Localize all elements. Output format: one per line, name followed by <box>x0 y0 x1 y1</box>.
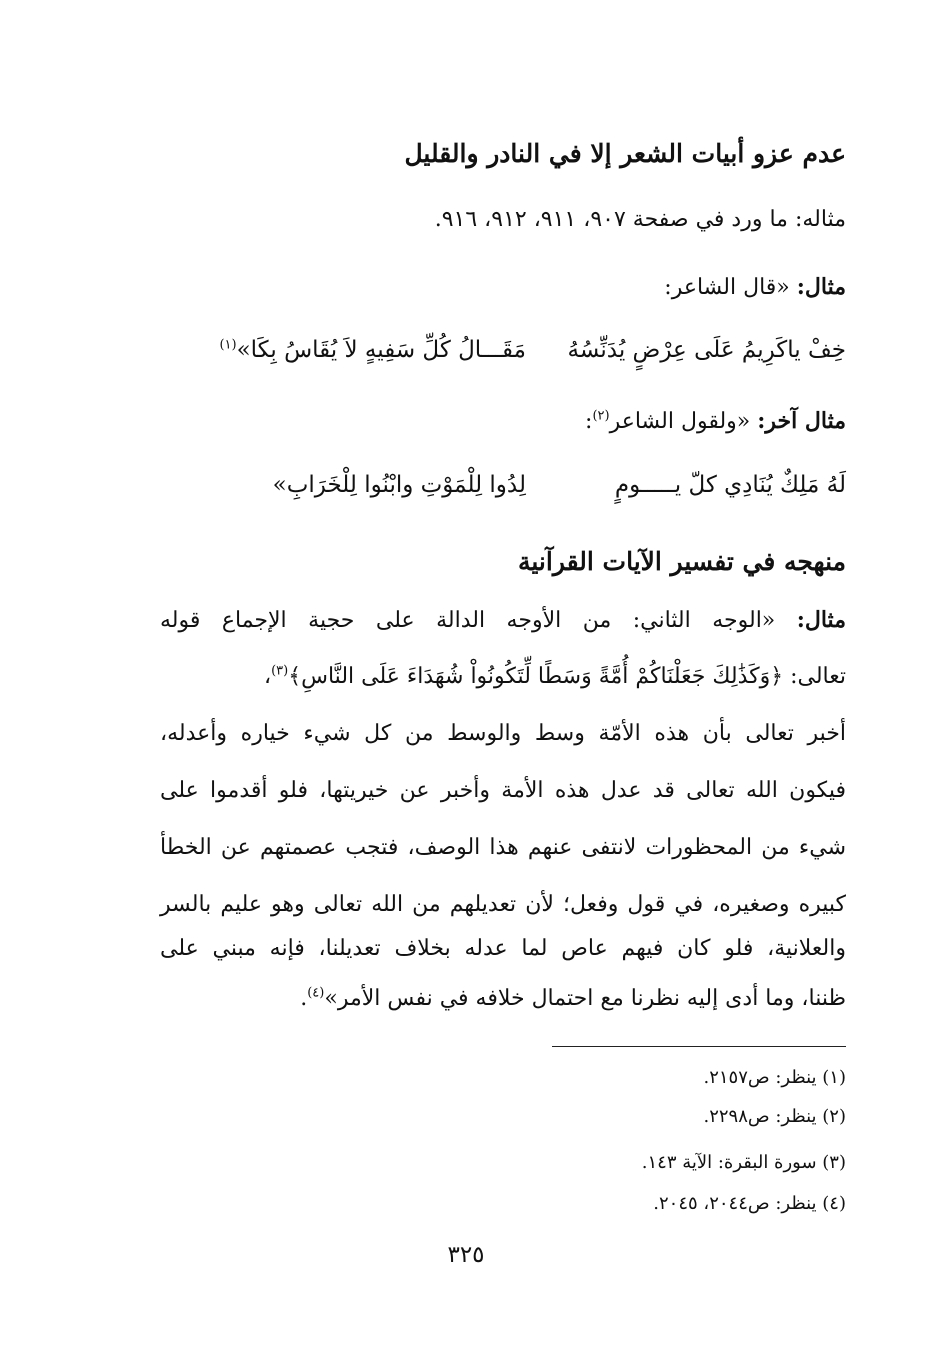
example-text: «قال الشاعر: <box>664 275 790 300</box>
paragraph-line-7: والعلانية، فلو كان فيهم عاص لما عدله بخلاف تعديلنا، فإنه مبني على <box>160 936 846 961</box>
paragraph-line-6: كبيره وصغيره، في قول وفعل؛ لأن تعديلهم من الله تعالى وهو عليم بالسر <box>160 892 846 917</box>
example-label: مثال آخر: <box>757 408 846 434</box>
footnote-ref: (١) <box>219 337 237 353</box>
footnote-ref: (٤) <box>307 985 325 1001</box>
paragraph-line-5: شيء من المحظورات لانتفى عنهم هذا الوصف، فتجب عصمتهم عن الخطأ <box>160 835 846 860</box>
paragraph-line-8 <box>160 982 846 1016</box>
footnote-1: (١) ينظر: ص٢١٥٧. <box>703 1067 846 1088</box>
verse-1-first-hemistich: خِفْ ياكَرِيمُ عَلَى عِرْضٍ يُدَنِّسُهُ <box>567 337 846 363</box>
verse-2-second-hemistich: لِدُوا لِلْمَوْتِ وابْنُوا لِلْخَرَابِ» <box>272 472 526 498</box>
footnote-ref: (٢) <box>592 408 610 424</box>
verse-1 <box>160 330 846 370</box>
footnote-divider <box>552 1046 846 1047</box>
paragraph-line-tail: ، <box>263 664 272 689</box>
verse-1-second-text: مَقَـــالُ كُلِّ سَفِيهٍ لاَ يُقَاسُ بِكَا» <box>236 337 526 363</box>
example-1 <box>160 270 846 305</box>
paragraph-line-text: تعالى: ﴿وَكَذَٰلِكَ جَعَلْنَاكُمْ أُمَّةً وَسَطًا لِّتَكُونُواْ شُهَدَاءَ عَلَى النَّاسِ﴾ <box>288 664 846 689</box>
verse-2 <box>160 465 846 505</box>
paragraph-line-text: «الوجه الثاني: من الأوجه الدالة على حجية الإجماع قوله <box>160 608 776 633</box>
footnote-4: (٤) ينظر: ص٢٠٤٤، ٢٠٤٥. <box>653 1193 846 1214</box>
paragraph-line-3: أخبر تعالى بأن هذه الأمّة وسط والوسط من كل شيء خياره وأعدله، <box>160 721 847 746</box>
paragraph-line-1 <box>160 603 846 638</box>
poetry-example-pages: مثاله: ما ورد في صفحة ٩٠٧، ٩١١، ٩١٢، ٩١٦. <box>434 207 846 232</box>
footnote-3: (٣) سورة البقرة: الآية ١٤٣. <box>641 1152 846 1173</box>
paragraph-line-2 <box>160 660 846 694</box>
footnote-ref: (٣) <box>271 663 289 679</box>
example-text: «ولقول الشاعر <box>609 409 751 434</box>
footnote-2: (٢) ينظر: ص٢٢٩٨. <box>703 1106 846 1127</box>
example-label: مثال: <box>796 274 846 300</box>
section-heading-poetry: عدم عزو أبيات الشعر إلا في النادر والقليل <box>404 139 846 168</box>
page-number: ٣٢٥ <box>447 1242 485 1268</box>
section-heading-tafsir: منهجه في تفسير الآيات القرآنية <box>517 547 846 576</box>
paragraph-line-4: فيكون الله تعالى قد عدل هذه الأمة وأخبر عن خيريتها، فلو أقدموا على <box>160 778 846 803</box>
paragraph-line-tail: . <box>300 986 308 1011</box>
example-text-end: : <box>585 409 593 434</box>
verse-1-second-hemistich <box>219 330 526 370</box>
example-2 <box>160 404 846 439</box>
paragraph-line-text: ظننا، وما أدى إليه نظرنا مع احتمال خلافه في نفس الأمر» <box>324 986 846 1011</box>
verse-2-first-hemistich: لَهُ مَلِكٌ يُنَادِي كلّ يـــــومٍ <box>614 472 846 498</box>
example-label: مثال: <box>796 607 846 633</box>
